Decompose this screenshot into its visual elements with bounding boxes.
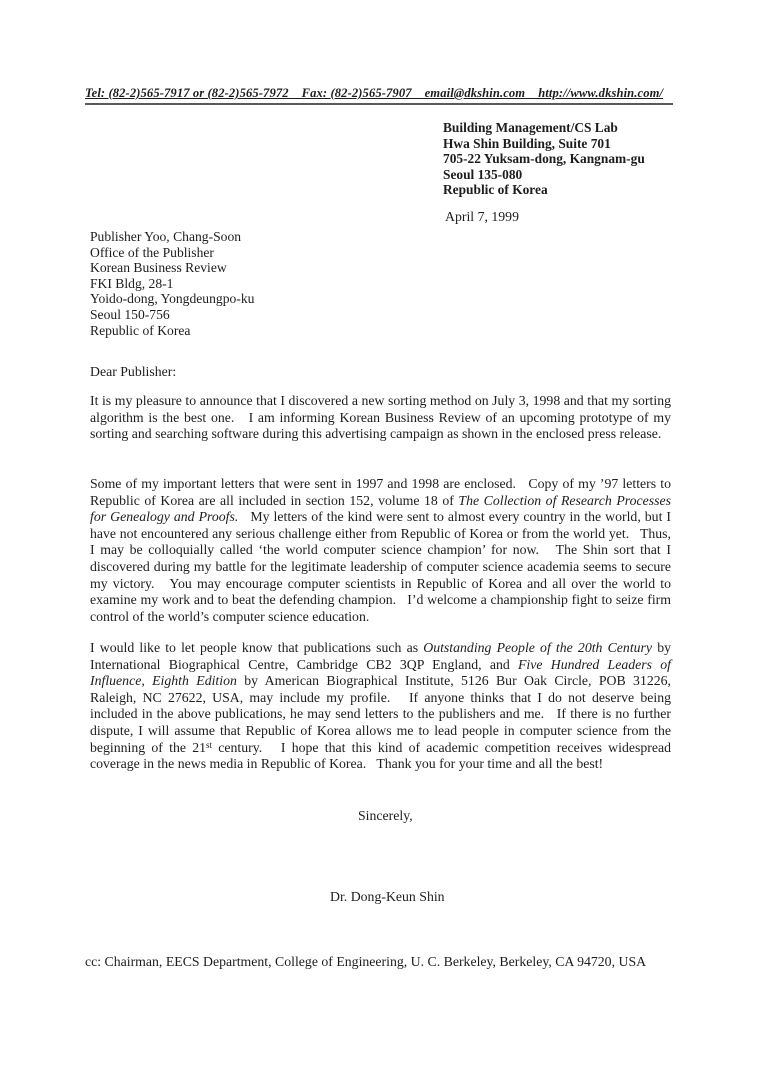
cc-line: cc: Chairman, EECS Department, College of Engineering, U. C. Berkeley, Berkeley, CA 94720, USA [85,954,647,969]
letterhead-contact-line: Tel: (82-2)565-7917 or (82-2)565-7972 Fax: (82-2)565-7907 email@dkshin.com http://www.dkshin.com/ [85,86,664,100]
superscript-run: st [206,739,213,750]
text-run: My letters of the kind were sent to almost every country in the world, but I have not encountered any serious challenge either from Republic of Korea or from the world yet. Thus, I may be colloquially called ‘the world computer science champion’ for now. The Shin sort that I discovered during my battle for the legitimate leadership of computer science academia seems to secure my victory. You may encourage computer scientists in Republic of Korea and all over the world to examine my work and to beat the defending champion. I’d welcome a championship fight to seize firm control of the world’s computer science education. [90,509,675,624]
body-paragraph-1 [90,393,675,443]
address-line: Seoul 135-080 [443,166,523,182]
text-run: It is my pleasure to announce that I discovered a new sorting method on July 3, 1998 and that my sorting algorithm is the best one. I am informing Korean Business Review of an upcoming prototype of my sorting and searching software during this advertising campaign as shown in the enclosed press release. [90,393,675,442]
address-line: Building Management/CS Lab [443,120,618,135]
address-line: Republic of Korea [90,322,191,338]
address-line: Yoido-dong, Yongdeungpo-ku [90,291,255,307]
text-run: Some of my important letters that were sent in 1997 and 1998 are enclosed. Copy of my ’97 letters to Republic of Korea are all included in section 152, volume 18 of [90,476,675,508]
address-line: Publisher Yoo, Chang-Soon [90,229,242,244]
address-line: Republic of Korea [443,182,548,198]
closing-salutation: Sincerely, [358,808,413,823]
body-paragraph-2 [90,476,675,625]
text-run: by American Biographical Institute, 5126 Bur Oak Circle, POB 31226, Raleigh, NC 27622, USA, may include my profile. If anyone thinks that I do not deserve being included in the above publications, he may send letters to the publishers and me. If there is no further dispute, I will assume that Republic of Korea allows me to lead people in computer science from the beginning of the 21 [90,673,675,755]
italic-title-run: The Collection of Research Processes for Genealogy and Proofs. [90,492,675,525]
sender-address-block [443,120,645,198]
text-run: by International Biographical Centre, Cambridge CB2 3QP England, and [90,640,675,672]
body-paragraph-3 [90,640,675,773]
salutation: Dear Publisher: [90,364,177,379]
signature-name: Dr. Dong-Keun Shin [330,889,445,904]
italic-title-run: Five Hundred Leaders of Influence, Eighth Edition [90,656,675,689]
address-line: FKI Bldg, 28-1 [90,275,174,291]
address-line: Office of the Publisher [90,244,214,260]
address-line: Korean Business Review [90,260,227,276]
address-line: Hwa Shin Building, Suite 701 [443,135,611,151]
text-run: century. I hope that this kind of academic competition receives widespread coverage in the news media in Republic of Korea. Thank you for your time and all the best! [90,739,675,772]
address-line: 705-22 Yuksam-dong, Kangnam-gu [443,151,645,167]
text-run: I would like to let people know that publications such as [90,640,424,655]
recipient-address-block [90,229,254,338]
letter-date: April 7, 1999 [445,209,519,224]
address-line: Seoul 150-756 [90,306,170,322]
italic-title-run: Outstanding People of the 20th Century [423,640,653,655]
letterhead-rule [85,84,673,105]
